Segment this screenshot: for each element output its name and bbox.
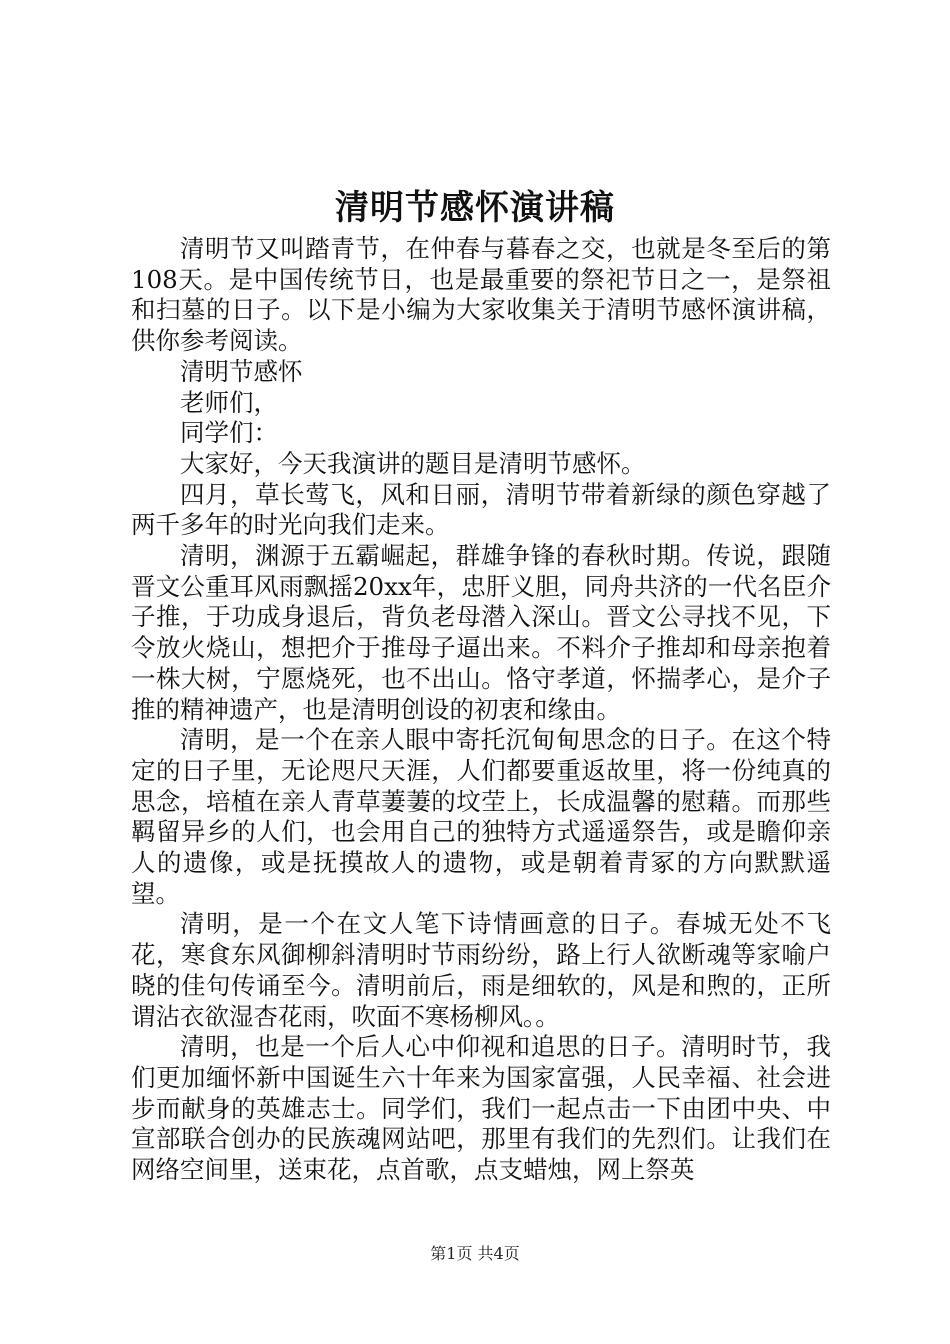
document-body bbox=[131, 234, 831, 1186]
page-title: 清明节感怀演讲稿 bbox=[335, 188, 615, 228]
paragraph-origin: 清明，渊源于五霸崛起，群雄争锋的春秋时期。传说，跟随晋文公重耳风雨飘摇20xx年，忠肝义胆，同舟共济的一代名臣介子推，于功成身退后，背负老母潜入深山。晋文公寻找不见，下令放火烧山，想把介于推母子逼出来。不料介子推却和母亲抱着一株大树，宁愿烧死，也不出山。恪守孝道，怀揣孝心，是介子推的精神遗产，也是清明创设的初衷和缘由。 bbox=[131, 541, 831, 724]
paragraph-greeting-students: 同学们： bbox=[180, 418, 278, 448]
page-footer: 第1页 共4页 bbox=[430, 1244, 520, 1263]
paragraph-intro: 清明节又叫踏青节，在仲春与暮春之交，也就是冬至后的第108天。是中国传统节日，也是最重要的祭祀节日之一，是祭祖和扫墓的日子。以下是小编为大家收集关于清明节感怀演讲稿，供你参考阅读。 bbox=[131, 234, 831, 356]
paragraph-family: 清明，是一个在亲人眼中寄托沉甸甸思念的日子。在这个特定的日子里，无论咫尺天涯，人们都要重返故里，将一份纯真的思念，培植在亲人青草萋萋的坟茔上，长成温馨的慰藉。而那些羁留异乡的人们，也会用自己的独特方式遥遥祭告，或是瞻仰亲人的遗像，或是抚摸故人的遗物，或是朝着青冢的方向默默遥望。 bbox=[131, 725, 831, 908]
paragraph-greeting-teachers: 老师们， bbox=[180, 387, 278, 417]
paragraph-remembrance: 清明，也是一个后人心中仰视和追思的日子。清明时节，我们更加缅怀新中国诞生六十年来为国家富强，人民幸福、社会进步而献身的英雄志士。同学们，我们一起点击一下由团中央、中宣部联合创办的民族魂网站吧，那里有我们的先烈们。让我们在网络空间里，送束花，点首歌，点支蜡烛，网上祭英 bbox=[131, 1032, 831, 1185]
paragraph-april: 四月，草长莺飞，风和日丽，清明节带着新绿的颜色穿越了两千多年的时光向我们走来。 bbox=[131, 479, 831, 540]
paragraph-opening: 大家好，今天我演讲的题目是清明节感怀。 bbox=[180, 448, 646, 478]
paragraph-heading: 清明节感怀 bbox=[180, 356, 303, 386]
paragraph-poetry: 清明，是一个在文人笔下诗情画意的日子。春城无处不飞花，寒食东风御柳斜清明时节雨纷纷，路上行人欲断魂等家喻户晓的佳句传诵至今。清明前后，雨是细软的，风是和煦的，正所谓沾衣欲湿杏花雨，吹面不寒杨柳风。。 bbox=[131, 909, 831, 1031]
